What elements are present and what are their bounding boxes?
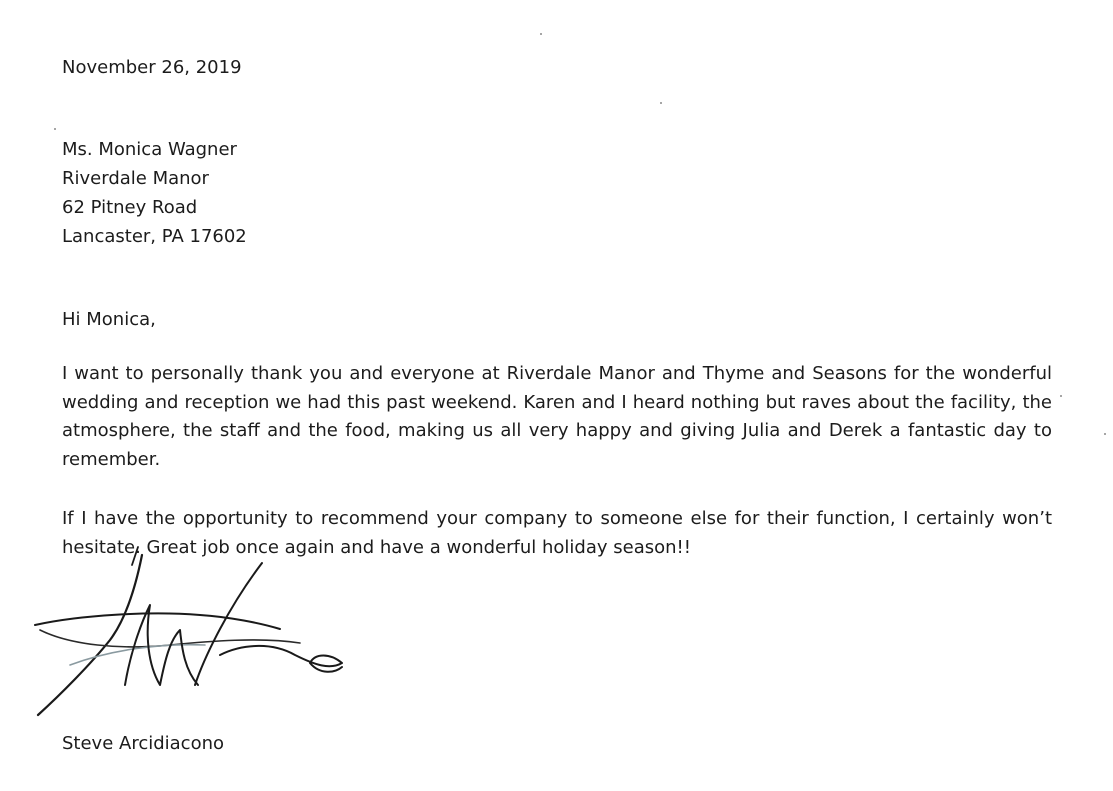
- greeting: Hi Monica,: [62, 309, 156, 330]
- letter-date: November 26, 2019: [62, 57, 242, 78]
- recipient-address: [62, 136, 247, 252]
- handwritten-signature: [30, 545, 360, 725]
- recipient-street: 62 Pitney Road: [62, 197, 198, 218]
- scan-speck: [540, 33, 542, 35]
- recipient-city-state-zip: Lancaster, PA 17602: [62, 226, 247, 247]
- signer-name: Steve Arcidiacono: [62, 733, 225, 754]
- scan-speck: [1060, 395, 1062, 397]
- body-paragraph-1: I want to personally thank you and everyone at Riverdale Manor and Thyme and Seasons for the wonderful wedding and reception we had this past weekend. Karen and I heard nothing but raves about the facility, the atmosphere, the staff and the food, making us all very happy and giving Julia and Derek a fantastic day to remember.: [62, 363, 1052, 470]
- body-paragraph-2: If I have the opportunity to recommend your company to someone else for their function, I certainly won’t hesitate. Great job once again and have a wonderful holiday season!!: [62, 508, 1052, 558]
- scan-speck: [660, 102, 662, 104]
- scan-speck: [1104, 433, 1106, 435]
- recipient-company: Riverdale Manor: [62, 168, 209, 189]
- recipient-name: Ms. Monica Wagner: [62, 139, 237, 160]
- scan-speck: [54, 128, 56, 130]
